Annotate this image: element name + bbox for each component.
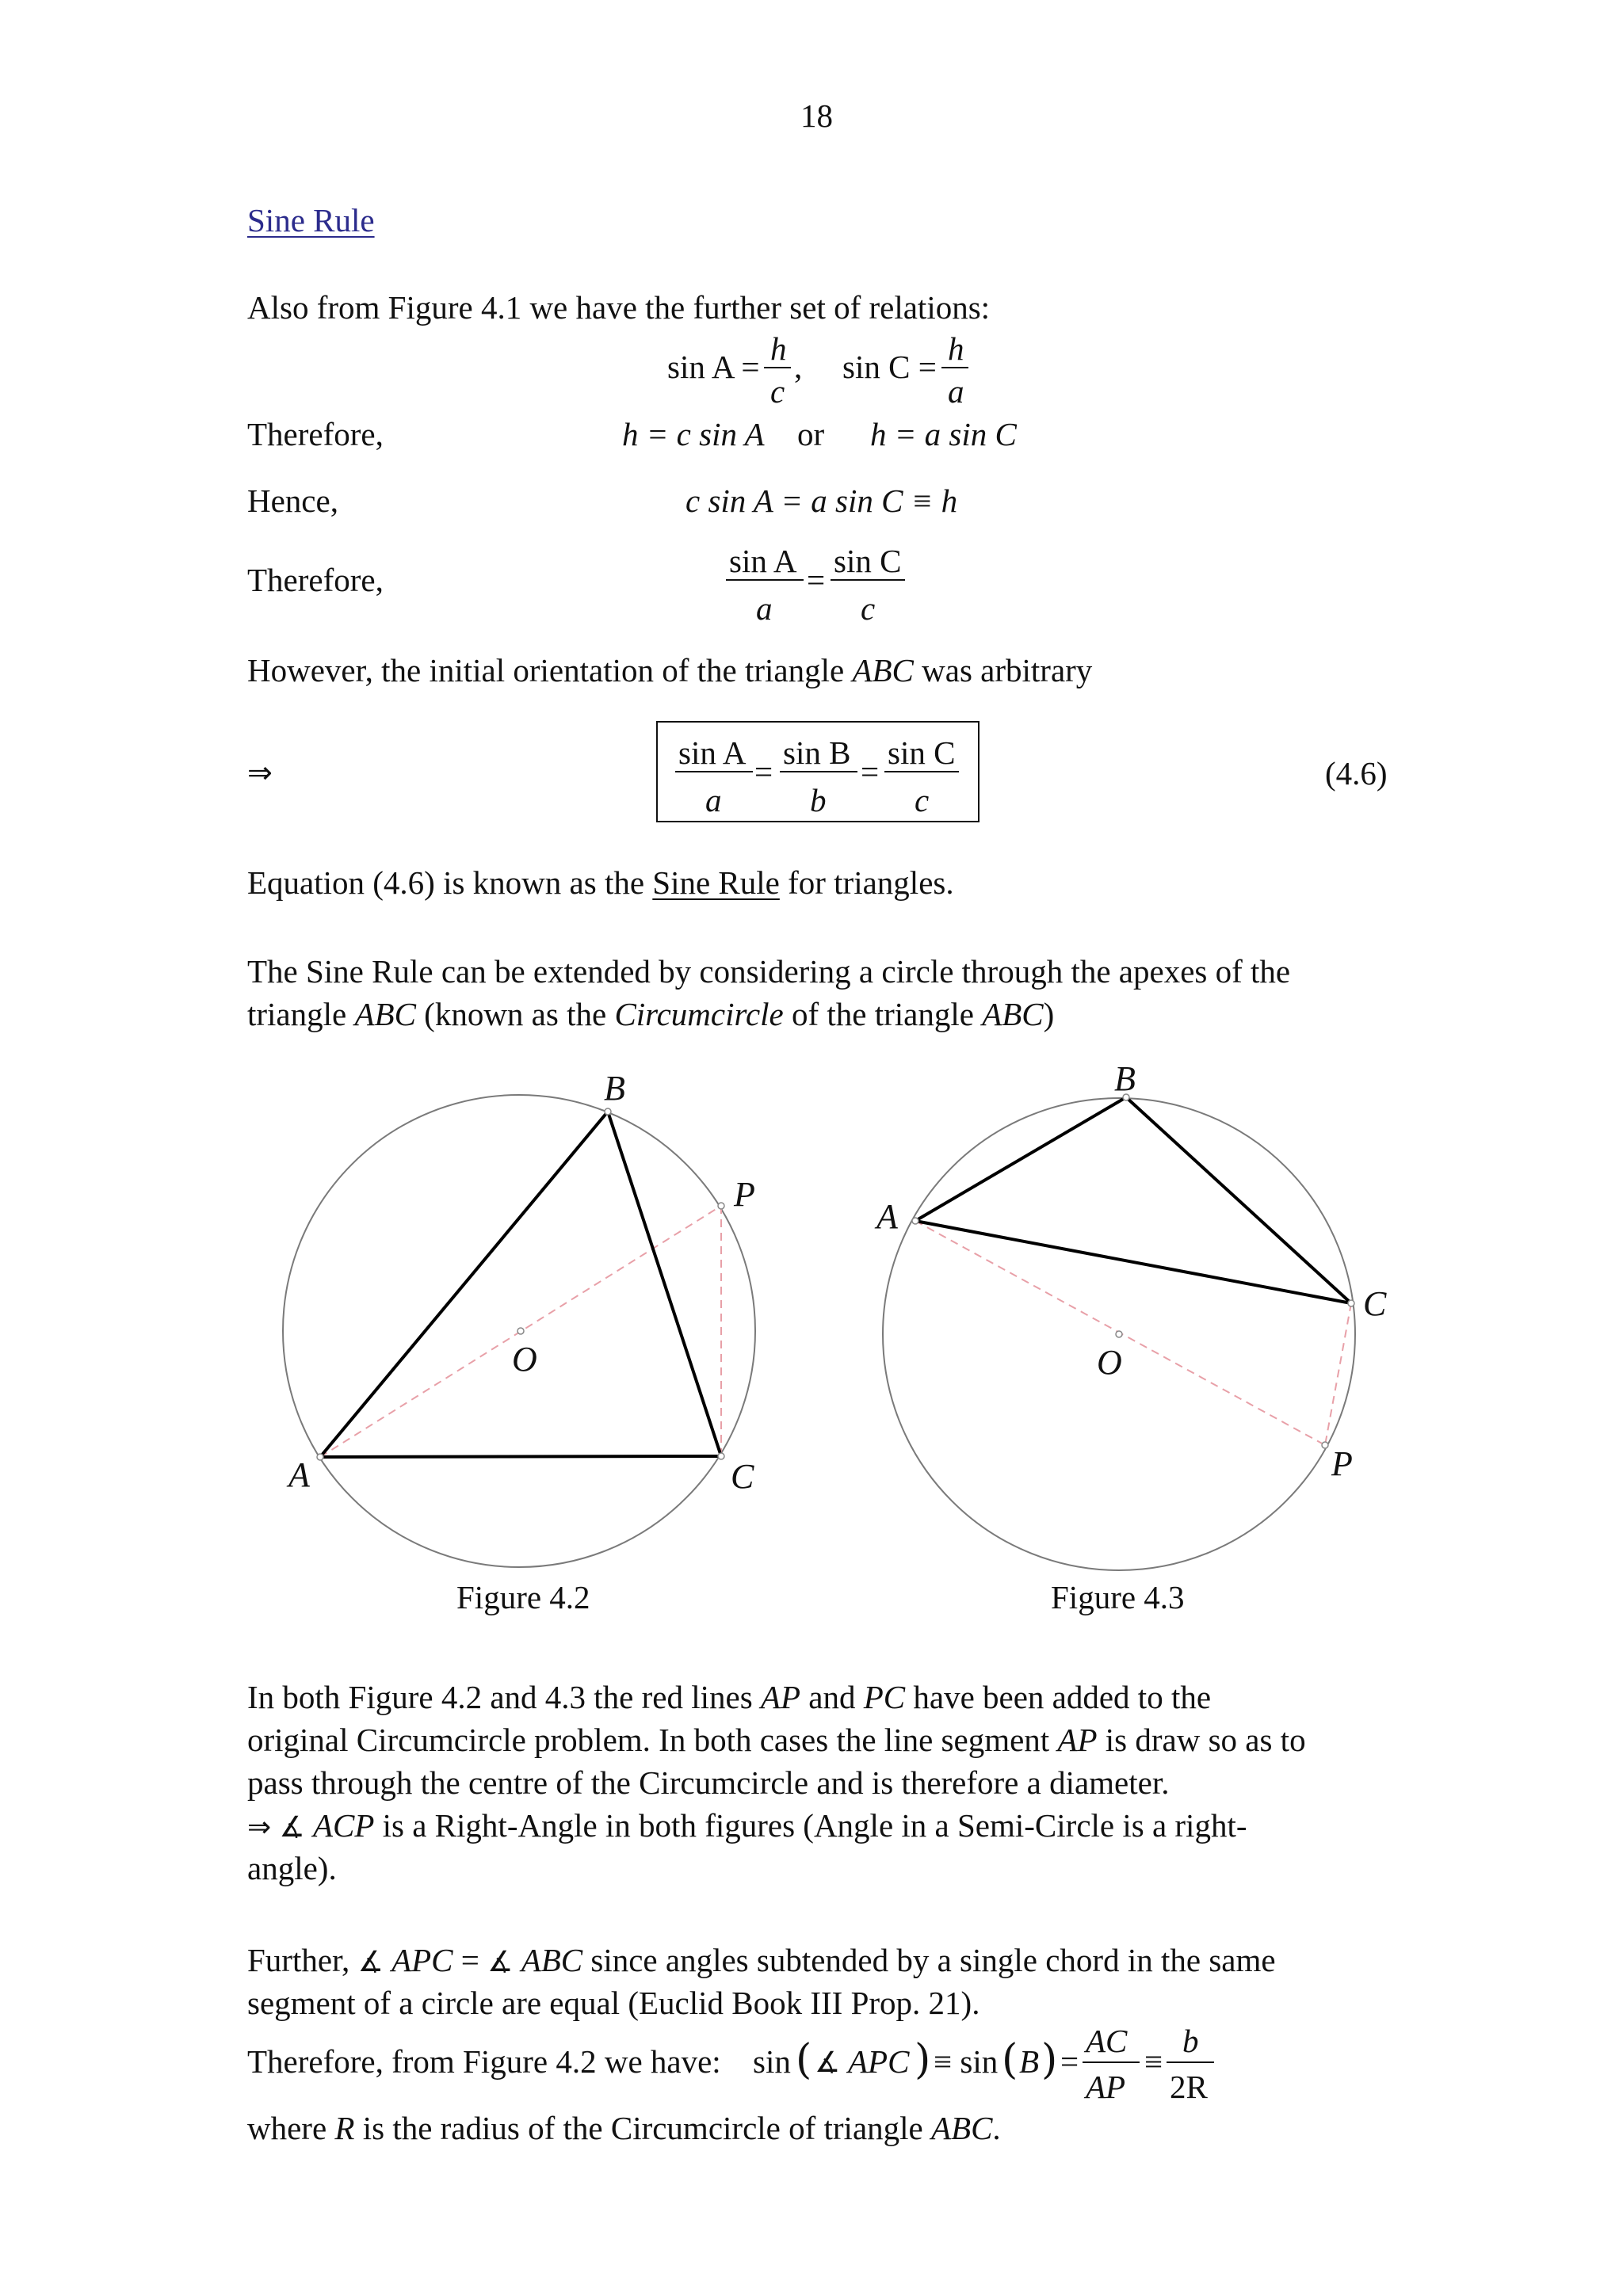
- extend-text-a: triangle: [247, 996, 355, 1032]
- final-bar-1: [1083, 2061, 1140, 2063]
- fig42-label-p: P: [734, 1175, 755, 1214]
- t2-equals: =: [807, 562, 826, 598]
- fig42-side-bc: [608, 1112, 721, 1456]
- fig42-point-c: [718, 1453, 724, 1459]
- para1-line-4: [247, 1807, 1247, 1844]
- eq1-comma: ,: [794, 349, 803, 385]
- para1-line-5: angle).: [247, 1850, 337, 1886]
- para1-text-3: have been added to the: [905, 1679, 1212, 1715]
- final-apc: APC: [848, 2043, 910, 2080]
- eq1-a2: a: [948, 373, 964, 410]
- final-paren-close-2: ): [1041, 2036, 1058, 2084]
- final-paren-open-1: (: [796, 2036, 812, 2084]
- para1-ap-2: AP: [1057, 1722, 1098, 1758]
- fig42-side-ab: [320, 1112, 608, 1457]
- t2-den2: c: [861, 590, 876, 627]
- final-equiv-2: ≡: [1144, 2043, 1163, 2080]
- para1-angle-symbol: ∡: [279, 1811, 305, 1844]
- fig42-point-a: [317, 1454, 323, 1460]
- fig43-centre-o: [1116, 1331, 1122, 1337]
- final-pre: Therefore, from Figure 4.2 we have:: [247, 2043, 721, 2080]
- final-b-angle: B: [1019, 2043, 1040, 2080]
- extend-text-e: of the triangle: [783, 996, 983, 1032]
- fig42-label-a: A: [288, 1455, 310, 1494]
- para1-ap: AP: [760, 1679, 801, 1715]
- t2-den1: a: [756, 590, 773, 627]
- para2-text-2: since angles subtended by a single chord in the same: [582, 1942, 1276, 1978]
- eq1-sinA: sin A =: [667, 349, 760, 385]
- t2-num2: sin C: [834, 543, 902, 579]
- extend-line-1: The Sine Rule can be extended by considering a circle through the apexes of the: [247, 953, 1291, 990]
- fig43-label-b: B: [1114, 1059, 1136, 1098]
- where-abc: ABC: [930, 2110, 993, 2146]
- fig43-point-p: [1322, 1442, 1328, 1448]
- para2-angle-symbol-2: ∡: [487, 1946, 514, 1978]
- fig43-label-p: P: [1331, 1444, 1353, 1483]
- extend-text-c: (known as the: [415, 996, 615, 1032]
- equation-number-4-6: (4.6): [1325, 755, 1388, 791]
- final-equals: =: [1060, 2043, 1079, 2080]
- extend-text-g: ): [1043, 996, 1055, 1032]
- box-n1: sin A: [678, 734, 747, 771]
- box-d1: a: [705, 782, 722, 818]
- extend-abc-1: ABC: [354, 996, 416, 1032]
- fig43-side-ab: [915, 1097, 1126, 1221]
- para1-line-2: [247, 1724, 1306, 1756]
- fig43-label-a: A: [876, 1197, 898, 1236]
- fig43-side-bc: [1126, 1097, 1351, 1303]
- t2-num1: sin A: [729, 543, 797, 579]
- extend-circumcircle: Circumcircle: [614, 996, 784, 1032]
- final-b-num: b: [1182, 2023, 1199, 2059]
- box-d3: c: [915, 782, 930, 818]
- fig42-point-b: [605, 1108, 611, 1115]
- however-abc: ABC: [852, 652, 914, 688]
- final-paren-open-2: (: [1002, 2036, 1018, 2084]
- however-pre: However, the initial orientation of the triangle: [247, 652, 853, 688]
- however-post: was arbitrary: [913, 652, 1093, 688]
- para1-text-1: In both Figure 4.2 and 4.3 the red lines: [247, 1679, 761, 1715]
- where-mid: is the radius of the Circumcircle of triangle: [354, 2110, 931, 2146]
- para1-implies-arrow: ⇒: [247, 1811, 272, 1844]
- where-post: .: [992, 2110, 1001, 2146]
- figure-4-2-caption: Figure 4.2: [456, 1579, 590, 1615]
- eq1-sinC: sin C =: [842, 349, 937, 385]
- final-ac: AC: [1086, 2023, 1128, 2059]
- eq1-h1: h: [770, 330, 787, 367]
- page-number: 18: [800, 97, 833, 134]
- final-bar-2: [1167, 2061, 1214, 2063]
- fig43-label-o: O: [1097, 1343, 1122, 1382]
- para1-text-7: is a Right-Angle in both figures (Angle in a Semi-Circle is a right-: [374, 1807, 1247, 1844]
- box-n2: sin B: [783, 734, 851, 771]
- para1-text-5: is draw so as to: [1097, 1722, 1306, 1758]
- therefore-label-2: Therefore,: [247, 562, 384, 598]
- eqnote-pre: Equation (4.6) is known as the: [247, 864, 653, 901]
- intro-text: Also from Figure 4.1 we have the further set of relations:: [247, 289, 991, 326]
- para1-text-4: original Circumcircle problem. In both cases the line segment: [247, 1722, 1058, 1758]
- section-heading-link[interactable]: Sine Rule: [247, 202, 375, 238]
- fig43-point-a: [912, 1218, 918, 1224]
- para2-apc: APC: [391, 1942, 453, 1978]
- final-two-r: 2R: [1170, 2069, 1208, 2105]
- final-angle-symbol: ∡: [815, 2046, 841, 2079]
- where-line: [247, 2112, 1001, 2145]
- fig42-label-o: O: [512, 1340, 537, 1379]
- fig42-label-c: C: [731, 1457, 754, 1496]
- where-r: R: [334, 2110, 355, 2146]
- fig42-label-b: B: [604, 1069, 625, 1108]
- therefore-label-1: Therefore,: [247, 416, 384, 452]
- box-eq-1: =: [754, 753, 773, 790]
- para2-angle-symbol-1: ∡: [357, 1946, 384, 1978]
- box-eq-2: =: [861, 753, 880, 790]
- para1-line-3: pass through the centre of the Circumcircle and is therefore a diameter.: [247, 1764, 1170, 1801]
- fig42-point-p: [718, 1203, 724, 1209]
- figure-4-3-diagram: [883, 1094, 1355, 1570]
- figure-4-3-caption: Figure 4.3: [1051, 1579, 1185, 1615]
- therefore1-rhs: h = a sin C: [870, 416, 1017, 452]
- final-sin: sin: [753, 2043, 791, 2080]
- para2-text-1: Further,: [247, 1942, 358, 1978]
- hence-label: Hence,: [247, 482, 338, 519]
- fig43-point-c: [1348, 1300, 1354, 1306]
- fig43-side-ca: [915, 1221, 1351, 1303]
- eq1-c1: c: [770, 373, 785, 410]
- where-pre: where: [247, 2110, 335, 2146]
- para2-line-1: [247, 1944, 1276, 1977]
- eq1-h2: h: [948, 330, 964, 367]
- para1-line-1: [247, 1681, 1211, 1714]
- fig43-label-c: C: [1363, 1284, 1387, 1323]
- para2-line-2: segment of a circle are equal (Euclid Book III Prop. 21).: [247, 1985, 980, 2021]
- therefore1-lhs: h = c sin A: [622, 416, 765, 452]
- eqnote-post: for triangles.: [779, 864, 954, 901]
- fig42-side-ca: [320, 1456, 721, 1457]
- para1-text-2: and: [800, 1679, 864, 1715]
- final-equiv-sin: ≡ sin: [934, 2043, 999, 2080]
- hence-expr: c sin A = a sin C ≡ h: [685, 482, 958, 519]
- fig42-centre-o: [517, 1328, 524, 1334]
- final-paren-close-1: ): [915, 2036, 931, 2084]
- para1-pc: PC: [863, 1679, 906, 1715]
- box-d2: b: [810, 782, 827, 818]
- eqnote-sine-rule: Sine Rule: [652, 864, 780, 901]
- figure-4-2-diagram: [283, 1095, 755, 1567]
- extend-abc-2: ABC: [982, 996, 1044, 1032]
- final-ap: AP: [1086, 2069, 1126, 2105]
- implies-arrow: ⇒: [247, 755, 273, 790]
- para2-abc: ABC: [521, 1942, 583, 1978]
- para1-acp: ACP: [312, 1807, 375, 1844]
- para2-equals: =: [453, 1942, 488, 1978]
- box-n3: sin C: [888, 734, 956, 771]
- therefore1-or: or: [797, 416, 825, 452]
